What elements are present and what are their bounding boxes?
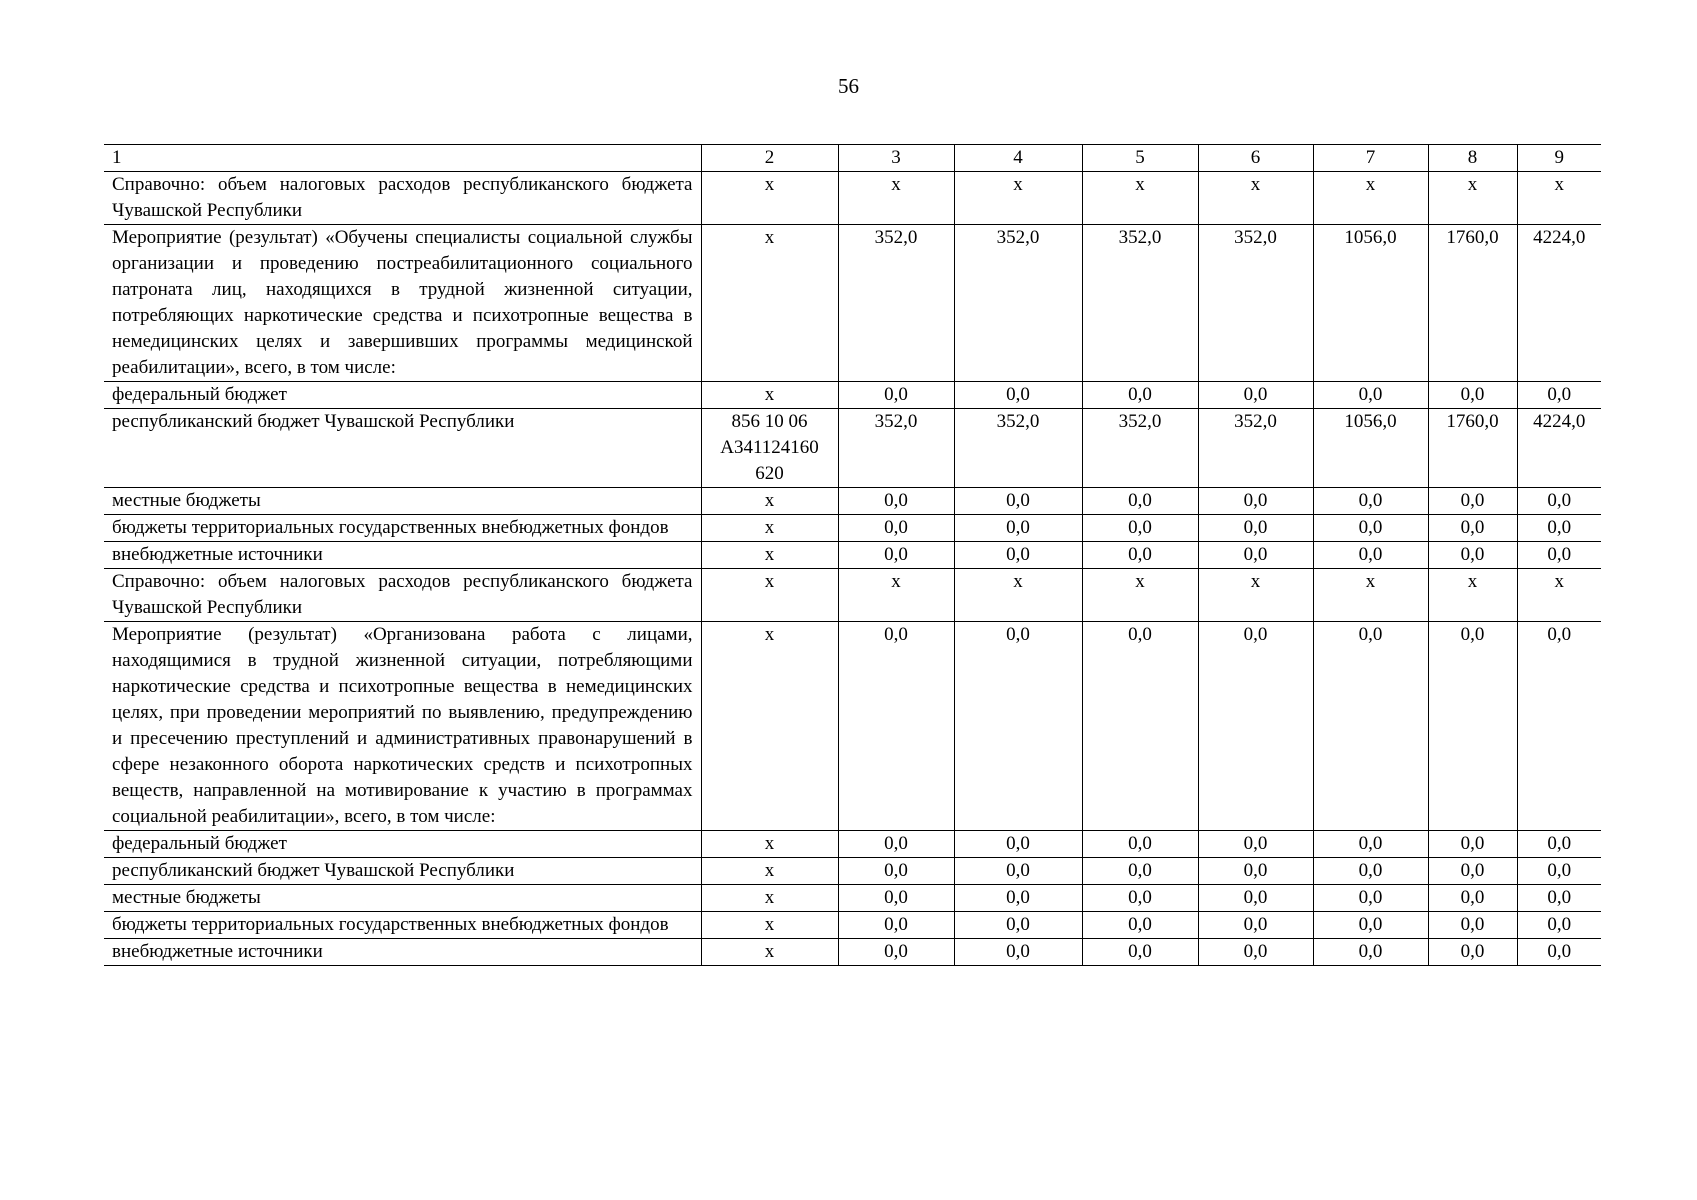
value-cell: 0,0: [1313, 542, 1428, 569]
value-cell: 0,0: [954, 488, 1082, 515]
budget-code-cell: x: [701, 569, 838, 622]
value-cell: 0,0: [838, 912, 954, 939]
value-cell: 0,0: [1082, 831, 1198, 858]
value-cell: 0,0: [1313, 488, 1428, 515]
value-cell: 0,0: [1517, 488, 1601, 515]
row-label-cell: бюджеты территориальных государственных внебюджетных фондов: [104, 912, 701, 939]
value-cell: 352,0: [838, 409, 954, 488]
value-cell: 0,0: [1082, 939, 1198, 966]
value-cell: 0,0: [1198, 382, 1313, 409]
value-cell: 4224,0: [1517, 225, 1601, 382]
table-row: [104, 515, 1601, 542]
value-cell: 0,0: [1313, 382, 1428, 409]
value-cell: 1056,0: [1313, 225, 1428, 382]
row-label-cell: местные бюджеты: [104, 885, 701, 912]
value-cell: 0,0: [838, 515, 954, 542]
value-cell: 0,0: [1198, 488, 1313, 515]
value-cell: x: [1082, 172, 1198, 225]
budget-code-cell: x: [701, 172, 838, 225]
table-row: [104, 569, 1601, 622]
value-cell: 0,0: [954, 382, 1082, 409]
value-cell: 0,0: [1198, 542, 1313, 569]
value-cell: x: [1198, 172, 1313, 225]
value-cell: 0,0: [1517, 622, 1601, 831]
row-label-cell: внебюджетные источники: [104, 939, 701, 966]
value-cell: 0,0: [1198, 515, 1313, 542]
value-cell: x: [1517, 569, 1601, 622]
value-cell: 0,0: [1082, 622, 1198, 831]
value-cell: 0,0: [1313, 912, 1428, 939]
value-cell: 0,0: [838, 622, 954, 831]
value-cell: 0,0: [1517, 939, 1601, 966]
value-cell: 0,0: [838, 382, 954, 409]
row-label-cell: федеральный бюджет: [104, 382, 701, 409]
value-cell: 0,0: [1517, 858, 1601, 885]
value-cell: x: [838, 172, 954, 225]
budget-code-cell: 856 10 06 A341124160 620: [701, 409, 838, 488]
value-cell: 0,0: [954, 831, 1082, 858]
value-cell: 0,0: [838, 939, 954, 966]
table-row: [104, 488, 1601, 515]
value-cell: 0,0: [1428, 488, 1517, 515]
value-cell: x: [1082, 569, 1198, 622]
table-body: [104, 172, 1601, 966]
page-number: 56: [838, 74, 859, 98]
value-cell: 0,0: [1082, 885, 1198, 912]
value-cell: 0,0: [1198, 858, 1313, 885]
value-cell: 352,0: [1198, 225, 1313, 382]
row-label-cell: внебюджетные источники: [104, 542, 701, 569]
value-cell: 352,0: [838, 225, 954, 382]
header-row: [104, 145, 1601, 172]
value-cell: 0,0: [1082, 912, 1198, 939]
row-label-cell: Мероприятие (результат) «Обучены специалисты социальной службы организации и проведению постреабилитационного социального патроната лиц, находящихся в трудной жизненной ситуации, потребляющих наркотические средства и психотропные вещества в немедицинских целях и завершивших программы медицинской реабилитации», всего, в том числе:: [104, 225, 701, 382]
value-cell: 352,0: [954, 409, 1082, 488]
table-row: [104, 622, 1601, 831]
value-cell: 0,0: [1517, 382, 1601, 409]
value-cell: 0,0: [838, 885, 954, 912]
value-cell: 0,0: [1198, 885, 1313, 912]
table-row: [104, 912, 1601, 939]
value-cell: 1760,0: [1428, 409, 1517, 488]
table-row: [104, 885, 1601, 912]
value-cell: x: [1428, 569, 1517, 622]
value-cell: 0,0: [1313, 622, 1428, 831]
value-cell: 0,0: [838, 831, 954, 858]
table-row: [104, 542, 1601, 569]
value-cell: 0,0: [1082, 488, 1198, 515]
value-cell: 0,0: [954, 912, 1082, 939]
table-row: [104, 858, 1601, 885]
value-cell: 0,0: [1428, 858, 1517, 885]
column-header-9: 9: [1517, 145, 1601, 172]
table-header: [104, 145, 1601, 172]
row-label-cell: Мероприятие (результат) «Организована работа с лицами, находящимися в трудной жизненной ситуации, потребляющими наркотические средства и психотропные вещества в немедицинских целях, при проведении мероприятий по выявлению, предупреждению и пресечению преступлений и административных правонарушений в сфере незаконного оборота наркотических средств и психотропных веществ, направленной на мотивирование к участию в программах социальной реабилитации», всего, в том числе:: [104, 622, 701, 831]
value-cell: 0,0: [1198, 912, 1313, 939]
budget-code-cell: x: [701, 885, 838, 912]
value-cell: 0,0: [1517, 515, 1601, 542]
budget-code-cell: x: [701, 488, 838, 515]
value-cell: 0,0: [1428, 515, 1517, 542]
budget-code-cell: x: [701, 225, 838, 382]
column-header-1: 1: [104, 145, 701, 172]
value-cell: 0,0: [838, 542, 954, 569]
value-cell: 0,0: [1428, 885, 1517, 912]
value-cell: 352,0: [1082, 225, 1198, 382]
value-cell: 352,0: [1198, 409, 1313, 488]
budget-table: [104, 144, 1601, 966]
value-cell: 0,0: [1517, 831, 1601, 858]
value-cell: 0,0: [954, 939, 1082, 966]
column-header-3: 3: [838, 145, 954, 172]
budget-code-cell: x: [701, 382, 838, 409]
row-label-cell: республиканский бюджет Чувашской Республики: [104, 409, 701, 488]
value-cell: 0,0: [1428, 622, 1517, 831]
value-cell: 0,0: [1082, 515, 1198, 542]
value-cell: 352,0: [1082, 409, 1198, 488]
column-header-4: 4: [954, 145, 1082, 172]
table-row: [104, 409, 1601, 488]
row-label-cell: федеральный бюджет: [104, 831, 701, 858]
budget-code-cell: x: [701, 622, 838, 831]
value-cell: 0,0: [1313, 858, 1428, 885]
column-header-2: 2: [701, 145, 838, 172]
value-cell: 4224,0: [1517, 409, 1601, 488]
value-cell: 0,0: [1428, 912, 1517, 939]
budget-code-cell: x: [701, 515, 838, 542]
column-header-7: 7: [1313, 145, 1428, 172]
value-cell: x: [954, 172, 1082, 225]
value-cell: x: [1428, 172, 1517, 225]
value-cell: 0,0: [954, 622, 1082, 831]
column-header-8: 8: [1428, 145, 1517, 172]
row-label-cell: Справочно: объем налоговых расходов республиканского бюджета Чувашской Республики: [104, 569, 701, 622]
budget-code-cell: x: [701, 858, 838, 885]
value-cell: 0,0: [838, 858, 954, 885]
value-cell: 0,0: [954, 542, 1082, 569]
value-cell: 352,0: [954, 225, 1082, 382]
value-cell: x: [1313, 172, 1428, 225]
value-cell: 0,0: [1313, 515, 1428, 542]
table-row: [104, 831, 1601, 858]
budget-code-cell: x: [701, 939, 838, 966]
budget-code-cell: x: [701, 542, 838, 569]
value-cell: 1760,0: [1428, 225, 1517, 382]
value-cell: x: [954, 569, 1082, 622]
value-cell: 1056,0: [1313, 409, 1428, 488]
row-label-cell: местные бюджеты: [104, 488, 701, 515]
budget-code-cell: x: [701, 912, 838, 939]
value-cell: 0,0: [1517, 912, 1601, 939]
value-cell: 0,0: [954, 885, 1082, 912]
value-cell: 0,0: [1313, 831, 1428, 858]
value-cell: 0,0: [1517, 885, 1601, 912]
value-cell: x: [1517, 172, 1601, 225]
budget-code-cell: x: [701, 831, 838, 858]
value-cell: 0,0: [1428, 382, 1517, 409]
value-cell: x: [1313, 569, 1428, 622]
value-cell: 0,0: [1517, 542, 1601, 569]
value-cell: 0,0: [1428, 831, 1517, 858]
value-cell: 0,0: [1198, 939, 1313, 966]
row-label-cell: бюджеты территориальных государственных внебюджетных фондов: [104, 515, 701, 542]
column-header-5: 5: [1082, 145, 1198, 172]
value-cell: 0,0: [1198, 622, 1313, 831]
value-cell: x: [838, 569, 954, 622]
value-cell: 0,0: [1082, 542, 1198, 569]
column-header-6: 6: [1198, 145, 1313, 172]
value-cell: 0,0: [1082, 382, 1198, 409]
row-label-cell: Справочно: объем налоговых расходов республиканского бюджета Чувашской Республики: [104, 172, 701, 225]
value-cell: 0,0: [954, 858, 1082, 885]
table-row: [104, 939, 1601, 966]
table-row: [104, 172, 1601, 225]
table-row: [104, 225, 1601, 382]
row-label-cell: республиканский бюджет Чувашской Республики: [104, 858, 701, 885]
value-cell: x: [1198, 569, 1313, 622]
value-cell: 0,0: [954, 515, 1082, 542]
value-cell: 0,0: [1428, 542, 1517, 569]
value-cell: 0,0: [1428, 939, 1517, 966]
table-row: [104, 382, 1601, 409]
value-cell: 0,0: [838, 488, 954, 515]
value-cell: 0,0: [1313, 885, 1428, 912]
value-cell: 0,0: [1313, 939, 1428, 966]
value-cell: 0,0: [1082, 858, 1198, 885]
value-cell: 0,0: [1198, 831, 1313, 858]
